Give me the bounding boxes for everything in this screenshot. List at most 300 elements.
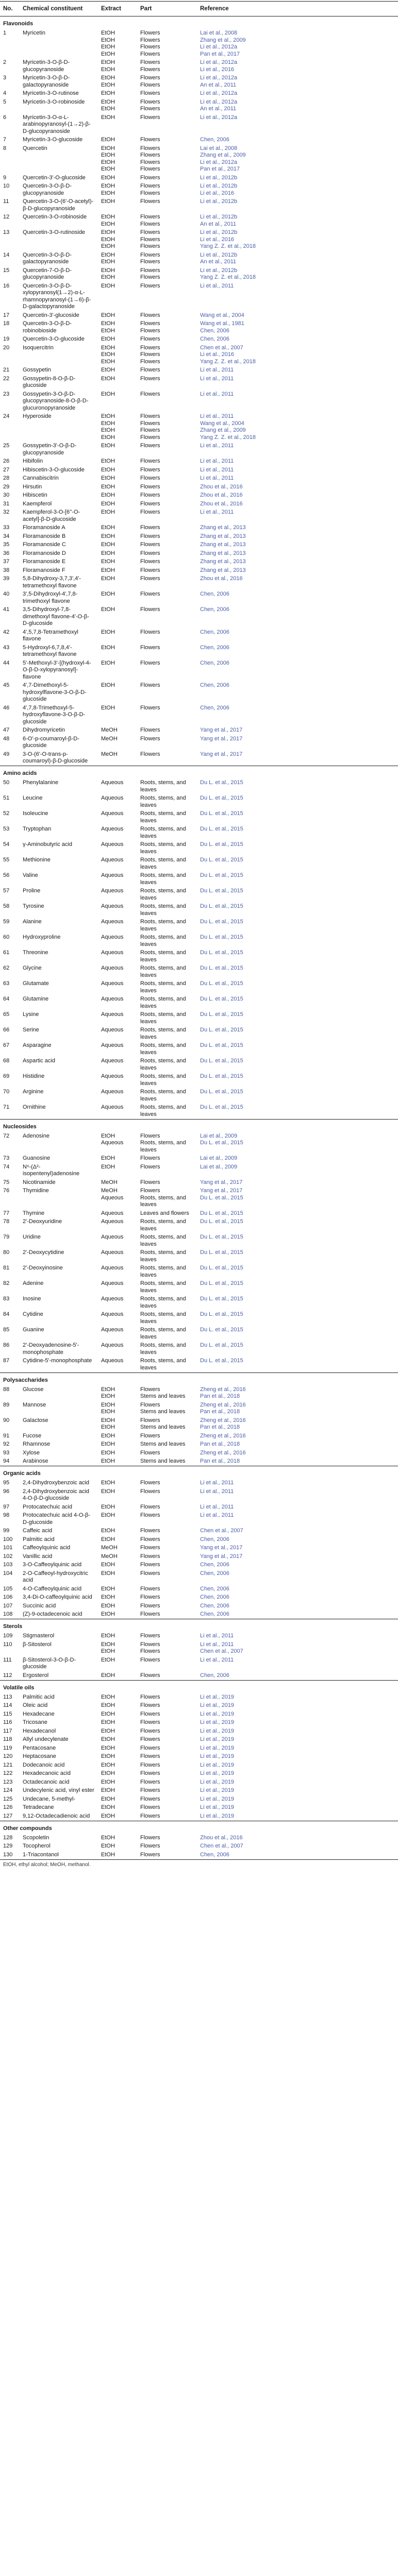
row-number: 117 <box>3 1727 12 1734</box>
row-number: 51 <box>3 795 10 801</box>
row-number: 101 <box>3 1545 13 1551</box>
row-number: 46 <box>3 704 10 711</box>
extract: EtOH <box>101 1480 115 1486</box>
table-row <box>0 1640 398 1656</box>
extract: EtOH <box>101 1458 115 1464</box>
plant-part: Roots, stems, and leaves <box>140 1265 186 1278</box>
table-row <box>0 311 398 320</box>
extract: EtOH EtOH <box>101 1641 115 1654</box>
constituent-name: Vanillic acid <box>23 1553 53 1560</box>
row-number: 13 <box>3 229 10 235</box>
extract: EtOH <box>101 567 115 573</box>
table-row <box>0 575 398 590</box>
row-number: 38 <box>3 567 10 573</box>
reference: Li et al., 2019 <box>200 1787 235 1793</box>
plant-part: Flowers <box>140 1787 160 1793</box>
constituent-name: Quercetin-7-O-β-D-glucopyranoside <box>23 267 72 280</box>
plant-part: Roots, stems, and leaves <box>140 1249 186 1263</box>
constituent-name: Xylose <box>23 1449 40 1456</box>
constituent-name: Glucose <box>23 1386 44 1393</box>
extract: EtOH <box>101 1778 115 1785</box>
extract: EtOH <box>101 1585 115 1592</box>
reference: Li et al., 2011 <box>200 391 234 397</box>
plant-part: Roots, stems, and leaves <box>140 1104 186 1117</box>
row-number: 81 <box>3 1265 10 1271</box>
constituent-name: Quercetin-3'-glucoside <box>23 312 79 318</box>
table-row <box>0 918 398 934</box>
extract: Aqueous <box>101 934 124 940</box>
reference: Zhou et al., 2016 <box>200 483 243 490</box>
plant-part: Flowers <box>140 567 160 573</box>
extract: EtOH <box>101 312 115 318</box>
reference: Li et al., 2019 <box>200 1744 235 1751</box>
reference: Du L. et al., 2015 <box>200 1073 243 1079</box>
table-row <box>0 825 398 841</box>
table-row <box>0 500 398 509</box>
reference: Li et al., 2012a An et al., 2011 <box>200 98 238 112</box>
reference: Du L. et al., 2015 <box>200 857 243 863</box>
constituent-name: 2,4-Dihydroxybenzoic acid <box>23 1480 90 1486</box>
extract: Aqueous <box>101 1042 124 1048</box>
constituent-name: Serine <box>23 1027 39 1033</box>
constituent-name: Thymidine <box>23 1188 49 1194</box>
plant-part: Flowers <box>140 1155 160 1161</box>
constituent-name: Gossypetin-8-O-β-D-glucoside <box>23 375 76 388</box>
constituent-name: β-Sitosterol-3-O-β-D-glucoside <box>23 1656 76 1670</box>
table-row <box>0 606 398 629</box>
row-number: 31 <box>3 500 10 507</box>
constituent-name: Hirsutin <box>23 483 42 490</box>
constituent-name: Quercetin-3'-O-glucoside <box>23 174 86 181</box>
extract: EtOH <box>101 1155 115 1161</box>
constituent-name: Cannabiscitrin <box>23 475 59 481</box>
row-number: 112 <box>3 1672 12 1679</box>
plant-part: Flowers <box>140 1449 160 1456</box>
constituent-name: Floramanoside C <box>23 541 66 548</box>
row-number: 4 <box>3 90 7 96</box>
extract: EtOH <box>101 1787 115 1793</box>
constituent-name: Cytidine <box>23 1311 43 1317</box>
reference: Lai et al., 2009 Du L. et al., 2015 <box>200 1132 243 1146</box>
row-number: 63 <box>3 980 10 987</box>
constituent-name: Leucine <box>23 795 43 801</box>
extract: Aqueous <box>101 1234 124 1240</box>
row-number: 53 <box>3 826 10 832</box>
extract: Aqueous <box>101 841 124 848</box>
constituent-name: Hibiscetin-3-O-glucoside <box>23 466 85 473</box>
row-number: 45 <box>3 682 10 688</box>
row-number: 97 <box>3 1503 10 1510</box>
row-number: 52 <box>3 810 10 817</box>
table-row <box>0 1671 398 1680</box>
reference: Li et al., 2019 <box>200 1778 235 1785</box>
table-row <box>0 98 398 113</box>
constituent-name: Hexadecane <box>23 1710 55 1717</box>
row-number: 84 <box>3 1311 10 1317</box>
constituent-name: 3-O-(6'-O-trans-p-coumaroyl)-β-D-glucoside <box>23 751 88 764</box>
table-row <box>0 887 398 903</box>
extract: EtOH <box>101 375 115 382</box>
row-number: 105 <box>3 1585 13 1592</box>
header-constituent: Chemical constituent <box>20 2 98 16</box>
reference: Li et al., 2012b <box>200 174 238 181</box>
reference: Du L. et al., 2015 <box>200 1089 243 1095</box>
extract: EtOH <box>101 533 115 539</box>
plant-part: Flowers <box>140 524 160 531</box>
extract: EtOH EtOH <box>101 1401 115 1415</box>
constituent-name: Glycine <box>23 965 42 971</box>
extract: EtOH <box>101 1710 115 1717</box>
constituent-name: 4-O-Caffeoylquinic acid <box>23 1585 82 1592</box>
table-row <box>0 492 398 500</box>
row-number: 94 <box>3 1458 10 1464</box>
extract: EtOH <box>101 367 115 373</box>
reference: Du L. et al., 2015 <box>200 950 243 956</box>
extract: EtOH <box>101 704 115 711</box>
table-row <box>0 1611 398 1619</box>
table-row <box>0 29 398 59</box>
reference: Zhang et al., 2013 <box>200 541 246 548</box>
extract: EtOH <box>101 466 115 473</box>
table-row <box>0 113 398 136</box>
constituent-name: Histidine <box>23 1073 45 1079</box>
reference: Li et al., 2012b An et al., 2011 <box>200 214 238 227</box>
row-number: 107 <box>3 1602 13 1609</box>
constituent-name: Caffeoylquinic acid <box>23 1545 71 1551</box>
constituent-name: Undecane, 5-methyl- <box>23 1795 76 1802</box>
extract: EtOH <box>101 659 115 666</box>
row-number: 100 <box>3 1536 13 1543</box>
reference: Du L. et al., 2015 <box>200 779 243 786</box>
extract: EtOH <box>101 1449 115 1456</box>
row-number: 74 <box>3 1163 10 1170</box>
row-number: 44 <box>3 659 10 666</box>
reference: Zheng et al., 2016 Pan et al., 2018 <box>200 1386 246 1399</box>
table-row <box>0 1544 398 1553</box>
constituent-name: 5-Hydroxyl-6,7,8,4'-tetramethoxyl flavone <box>23 644 77 657</box>
plant-part: Flowers <box>140 114 160 121</box>
plant-part: Flowers <box>140 1512 160 1518</box>
constituent-name: Asparagine <box>23 1042 52 1048</box>
table-row <box>0 198 398 213</box>
plant-part: Flowers <box>140 1528 160 1534</box>
extract: Aqueous <box>101 779 124 786</box>
reference: Li et al., 2019 <box>200 1727 235 1734</box>
table-row <box>0 182 398 198</box>
plant-part: Flowers <box>140 509 160 515</box>
extract: EtOH EtOH <box>101 98 115 112</box>
table-row <box>0 509 398 524</box>
row-number: 79 <box>3 1234 10 1240</box>
table-row <box>0 1487 398 1503</box>
reference: Chen, 2006 <box>200 1611 229 1617</box>
table-row <box>0 1842 398 1851</box>
table-row <box>0 1632 398 1641</box>
table-row <box>0 1702 398 1710</box>
reference: Lai et al., 2008 Zhang et al., 2009 Li et al., 2012a Pan et al., 2017 <box>200 30 246 57</box>
row-number: 126 <box>3 1804 13 1810</box>
extract: Aqueous <box>101 1265 124 1271</box>
extract: EtOH <box>101 1744 115 1751</box>
table-row <box>0 1770 398 1778</box>
row-number: 15 <box>3 267 10 274</box>
category-row <box>0 1680 398 1693</box>
reference: Chen, 2006 <box>200 659 229 666</box>
extract: Aqueous <box>101 919 124 925</box>
extract: Aqueous <box>101 1327 124 1333</box>
extract: MeOH <box>101 735 118 742</box>
constituent-name: Floramanoside F <box>23 567 65 573</box>
constituent-name: Quercetin-3-O-robinoside <box>23 214 87 220</box>
row-number: 34 <box>3 533 10 539</box>
row-number: 119 <box>3 1744 12 1751</box>
extract: MeOH <box>101 1545 118 1551</box>
table-row <box>0 1736 398 1744</box>
extract: EtOH <box>101 541 115 548</box>
row-number: 1 <box>3 30 7 36</box>
table-row <box>0 1132 398 1155</box>
row-number: 123 <box>3 1778 13 1785</box>
table-row <box>0 726 398 735</box>
plant-part: Flowers <box>140 558 160 565</box>
constituent-name: Heptacosane <box>23 1753 56 1759</box>
plant-part: Flowers <box>140 751 160 757</box>
constituent-name: 3,4-Di-O-caffeoylquinic acid <box>23 1594 92 1600</box>
constituent-name: Palmitic acid <box>23 1693 55 1700</box>
table-row <box>0 1088 398 1104</box>
constituent-name: N⁶-(Δ²-isopentenyl)adenosine <box>23 1163 80 1177</box>
row-number: 5 <box>3 98 7 105</box>
constituent-name: Hexadecanol <box>23 1727 56 1734</box>
table-row <box>0 335 398 344</box>
plant-part: Flowers <box>140 1503 160 1510</box>
constituent-name: Phenylalanine <box>23 779 59 786</box>
row-number: 72 <box>3 1132 10 1139</box>
extract: EtOH <box>101 1834 115 1841</box>
extract: EtOH EtOH <box>101 320 115 334</box>
row-number: 16 <box>3 282 10 289</box>
extract: EtOH <box>101 550 115 556</box>
row-number: 55 <box>3 857 10 863</box>
table-row <box>0 1552 398 1561</box>
reference: Zheng et al., 2016 <box>200 1432 246 1439</box>
table-row <box>0 541 398 550</box>
constituent-name: Rhamnose <box>23 1441 51 1447</box>
reference: Li et al., 2011 <box>200 466 234 473</box>
constituent-name: Galactose <box>23 1417 48 1423</box>
extract: Aqueous <box>101 950 124 956</box>
reference: Du L. et al., 2015 <box>200 934 243 940</box>
reference: Li et al., 2011 <box>200 1480 234 1486</box>
extract: EtOH EtOH <box>101 183 115 196</box>
plant-part: Flowers <box>140 137 160 143</box>
category-row <box>0 1466 398 1479</box>
table-row <box>0 1693 398 1702</box>
row-number: 108 <box>3 1611 13 1617</box>
extract: Aqueous <box>101 1011 124 1018</box>
table-body <box>0 16 398 1859</box>
extract: MeOH <box>101 1553 118 1560</box>
reference: Du L. et al., 2015 <box>200 1342 243 1348</box>
plant-part: Roots, stems, and leaves <box>140 857 186 870</box>
row-number: 50 <box>3 779 10 786</box>
table-row <box>0 1744 398 1753</box>
extract: EtOH <box>101 1656 115 1663</box>
constituent-name: 2'-Deoxyuridine <box>23 1218 62 1225</box>
plant-part: Flowers <box>140 704 160 711</box>
reference: Du L. et al., 2015 <box>200 1234 243 1240</box>
row-number: 25 <box>3 443 10 449</box>
row-number: 120 <box>3 1753 13 1759</box>
extract: Aqueous <box>101 1311 124 1317</box>
table-row <box>0 174 398 182</box>
category-title: Organic acids <box>0 1466 398 1479</box>
row-number: 64 <box>3 996 10 1002</box>
plant-part: Roots, stems, and leaves <box>140 888 186 901</box>
constituent-name: Proline <box>23 888 41 894</box>
row-number: 114 <box>3 1702 12 1708</box>
table-row <box>0 136 398 145</box>
extract: EtOH Aqueous <box>101 1132 124 1146</box>
reference: Lai et al., 2009 <box>200 1163 238 1170</box>
extract: EtOH <box>101 198 115 205</box>
extract: EtOH <box>101 575 115 582</box>
plant-part: Roots, stems, and leaves <box>140 1073 186 1087</box>
extract: MeOH <box>101 1179 118 1185</box>
plant-part: Flowers <box>140 466 160 473</box>
reference: Li et al., 2011 <box>200 443 234 449</box>
table-row <box>0 1295 398 1311</box>
constituent-name: Gossypetin-3'-O-β-D-glucopyranoside <box>23 443 77 456</box>
row-number: 115 <box>3 1710 12 1717</box>
reference: Li et al., 2011 Wang et al., 2004 Zhang et al., 2009 Yang Z. Z. et al., 2018 <box>200 413 256 440</box>
extract: EtOH <box>101 1611 115 1617</box>
header-part: Part <box>137 2 197 16</box>
row-number: 61 <box>3 950 10 956</box>
plant-part: Flowers Roots, stems, and leaves <box>140 1132 186 1153</box>
plant-part: Flowers Stems and leaves <box>140 1386 186 1399</box>
extract: EtOH <box>101 682 115 688</box>
row-number: 49 <box>3 751 10 757</box>
reference: Chen et al., 2007 Li et al., 2016 Yang Z. Z. et al., 2018 <box>200 344 256 365</box>
extract: EtOH <box>101 644 115 651</box>
extract: EtOH <box>101 483 115 490</box>
table-row <box>0 704 398 726</box>
plant-part: Flowers <box>140 533 160 539</box>
extract: EtOH <box>101 1753 115 1759</box>
reference: Chen, 2006 <box>200 704 229 711</box>
constituent-name: Nicotinamide <box>23 1179 56 1185</box>
table-row <box>0 1233 398 1249</box>
constituent-name: Thymine <box>23 1210 45 1216</box>
table-row <box>0 1416 398 1432</box>
constituent-name: Quercetin-3-O-(6'-O-acetyl)-β-D-glucopyranoside <box>23 198 94 212</box>
table-row <box>0 1753 398 1761</box>
row-number: 41 <box>3 606 10 613</box>
constituent-name: Caffeic acid <box>23 1528 53 1534</box>
plant-part: Flowers <box>140 1761 160 1768</box>
plant-part: Flowers <box>140 575 160 582</box>
table-row <box>0 1804 398 1812</box>
row-number: 10 <box>3 183 10 189</box>
row-number: 91 <box>3 1432 10 1439</box>
reference: Pan et al., 2018 <box>200 1458 240 1464</box>
extract: EtOH EtOH <box>101 214 115 227</box>
plant-part: Flowers <box>140 1770 160 1776</box>
plant-part: Flowers <box>140 475 160 481</box>
extract: EtOH <box>101 458 115 464</box>
constituent-name: Guanine <box>23 1327 44 1333</box>
row-number: 35 <box>3 541 10 548</box>
reference: Zheng et al., 2016 Pan et al., 2018 <box>200 1401 246 1415</box>
row-number: 20 <box>3 344 10 351</box>
plant-part: Flowers <box>140 500 160 507</box>
row-number: 66 <box>3 1027 10 1033</box>
constituent-name: Aspartic acid <box>23 1058 55 1064</box>
plant-part: Flowers <box>140 1693 160 1700</box>
extract: EtOH <box>101 492 115 498</box>
reference: Chen, 2006 <box>200 591 229 597</box>
row-number: 42 <box>3 629 10 635</box>
table-row <box>0 1401 398 1416</box>
plant-part: Flowers Roots, stems, and leaves <box>140 1188 186 1208</box>
row-number: 118 <box>3 1736 12 1742</box>
plant-part: Flowers Flowers <box>140 267 160 280</box>
reference: Li et al., 2019 <box>200 1812 235 1819</box>
constituent-name: Quercetin-3-O-β-D-galactopyranoside <box>23 251 72 265</box>
extract: Aqueous <box>101 810 124 817</box>
table-row <box>0 229 398 251</box>
reference: Li et al., 2011 <box>200 475 234 481</box>
row-number: 32 <box>3 509 10 515</box>
extract: MeOH <box>101 727 118 733</box>
row-number: 7 <box>3 137 7 143</box>
reference: Chen, 2006 <box>200 137 229 143</box>
plant-part: Roots, stems, and leaves <box>140 1358 186 1371</box>
table-row <box>0 1178 398 1187</box>
row-number: 71 <box>3 1104 10 1110</box>
table-row <box>0 1209 398 1218</box>
table-row <box>0 1342 398 1357</box>
plant-part: Flowers <box>140 1179 160 1185</box>
extract: EtOH <box>101 114 115 121</box>
plant-part: Flowers <box>140 391 160 397</box>
extract: Aqueous <box>101 996 124 1002</box>
constituent-name: 2'-Deoxyinosine <box>23 1265 63 1271</box>
row-number: 89 <box>3 1401 10 1408</box>
row-number: 18 <box>3 320 10 327</box>
constituent-name: Dihydromyricetin <box>23 727 65 733</box>
table-row <box>0 1026 398 1042</box>
table-footnote: EtOH, ethyl alcohol; MeOH, methanol. <box>0 1859 398 1868</box>
table-row <box>0 524 398 533</box>
row-number: 98 <box>3 1512 10 1518</box>
table-row <box>0 1385 398 1401</box>
extract: EtOH <box>101 1503 115 1510</box>
row-number: 62 <box>3 965 10 971</box>
plant-part: Flowers Flowers Flowers Flowers <box>140 145 160 172</box>
row-number: 47 <box>3 727 10 733</box>
row-number: 104 <box>3 1570 13 1577</box>
extract: Aqueous <box>101 1073 124 1079</box>
constituent-name: 2,4-Dihydroxybenzoic acid 4-O-β-D-glucoside <box>23 1488 90 1501</box>
category-row <box>0 1619 398 1632</box>
row-number: 56 <box>3 872 10 878</box>
reference: Li et al., 2019 <box>200 1795 235 1802</box>
row-number: 121 <box>3 1761 13 1768</box>
reference: Du L. et al., 2015 <box>200 1280 243 1286</box>
row-number: 17 <box>3 312 10 318</box>
